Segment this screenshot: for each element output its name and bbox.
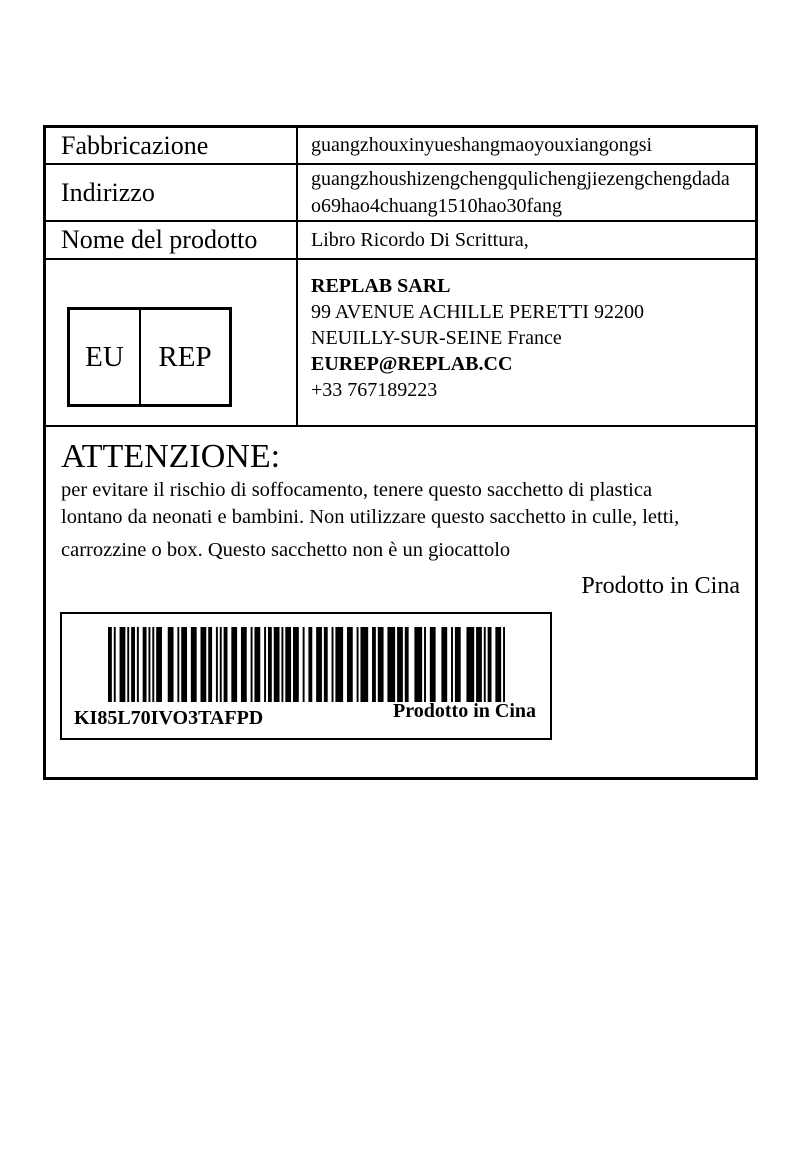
table-row-nome-prodotto (46, 222, 755, 260)
eu-rep-phone: +33 767189223 (311, 379, 438, 401)
made-in-china-text: Prodotto in Cina (581, 573, 740, 599)
warning-section (46, 427, 755, 777)
row-label-nome-prodotto: Nome del prodotto (46, 222, 298, 258)
row-value-nome-prodotto (298, 222, 755, 258)
barcode-box (60, 612, 552, 740)
barcode-image (108, 627, 505, 702)
product-label (43, 125, 758, 780)
eu-rep-address-2: NEUILLY-SUR-SEINE France (311, 327, 562, 349)
eu-rep-contact (298, 260, 755, 425)
warning-text (61, 477, 740, 564)
address-line-1: guangzhoushizengchengqulichengjiezengchengdada (311, 167, 730, 190)
warning-line-1: per evitare il rischio di soffocamento, tenere questo sacchetto di plastica (61, 479, 653, 501)
barcode-caption (74, 700, 536, 729)
table-row-indirizzo (46, 165, 755, 222)
eu-rep-badge-eu: EU (70, 310, 141, 404)
eu-rep-address-1: 99 AVENUE ACHILLE PERETTI 92200 (311, 301, 644, 323)
product-name: Libro Ricordo Di Scrittura, (311, 228, 529, 251)
row-label-indirizzo: Indirizzo (46, 165, 298, 220)
manufacturer-name: guangzhouxinyueshangmaoyouxiangongsi (311, 134, 653, 156)
row-label-fabbricazione: Fabbricazione (46, 128, 298, 163)
eu-rep-company: REPLAB SARL (311, 275, 451, 297)
barcode-origin-text: Prodotto in Cina (393, 700, 536, 722)
warning-line-2: lontano da neonati e bambini. Non utilizzare questo sacchetto in culle, letti, (61, 506, 680, 528)
table-row-fabbricazione (46, 128, 755, 165)
row-value-fabbricazione (298, 128, 755, 163)
table-row-eu-rep (46, 260, 755, 427)
eu-rep-badge (67, 307, 232, 407)
row-value-indirizzo (298, 165, 755, 220)
warning-title: ATTENZIONE: (61, 438, 281, 475)
barcode-code-text: KI85L70IVO3TAFPD (74, 707, 264, 729)
eu-rep-badge-rep: REP (158, 340, 212, 373)
address-line-2: o69hao4chuang1510hao30fang (311, 194, 563, 217)
eu-rep-cell (46, 260, 298, 425)
eu-rep-email: EUREP@REPLAB.CC (311, 353, 513, 375)
warning-line-3: carrozzine o box. Questo sacchetto non è un giocattolo (61, 539, 511, 561)
